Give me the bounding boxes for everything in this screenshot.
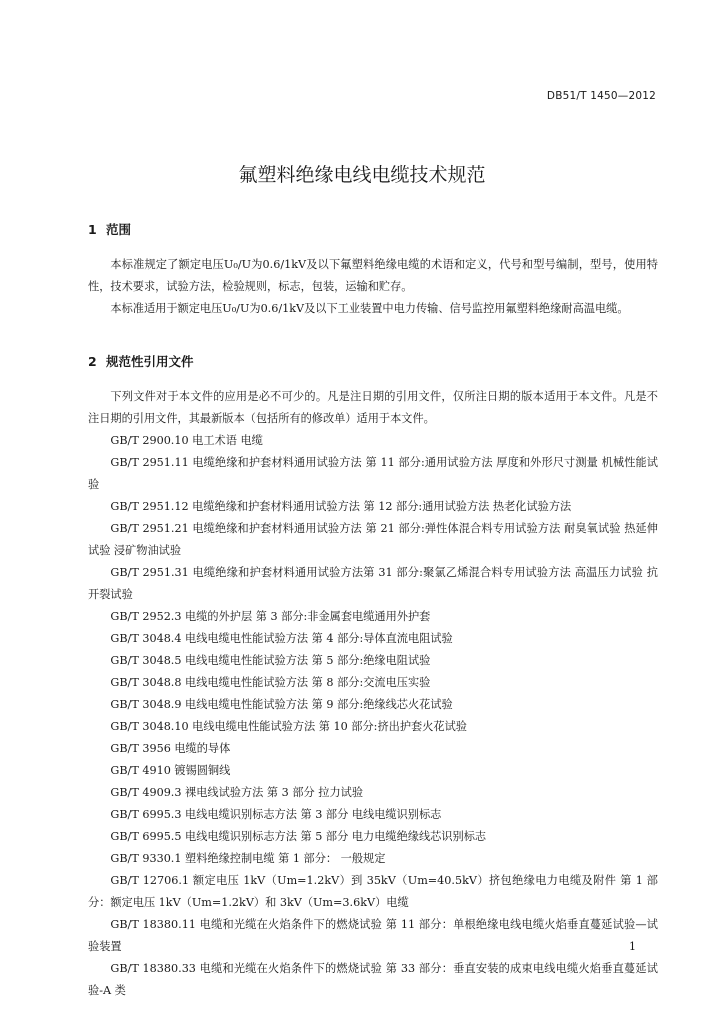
section-2-title: 规范性引用文件: [106, 354, 194, 369]
reference-item: GB/T 2952.3 电缆的外护层 第 3 部分:非金属套电缆通用外护套: [110, 610, 431, 623]
page-number: 1: [629, 940, 636, 953]
reference-item: GB/T 4910 镀锡圆铜线: [110, 764, 231, 777]
section-1-heading: [88, 220, 131, 238]
reference-item: GB/T 18380.33 电缆和光缆在火焰条件下的燃烧试验 第 33 部分：垂直安装的成束电线电缆火焰垂直蔓延试验-A 类: [88, 962, 658, 997]
document-title: 氟塑料绝缘电线电缆技术规范: [238, 164, 486, 186]
reference-item: GB/T 3048.8 电线电缆电性能试验方法 第 8 部分:交流电压实验: [110, 676, 431, 689]
reference-item: GB/T 4909.3 裸电线试验方法 第 3 部分 拉力试验: [110, 786, 364, 799]
reference-item: GB/T 2951.31 电缆绝缘和护套材料通用试验方法第 31 部分:聚氯乙烯混合料专用试验方法 高温压力试验 抗开裂试验: [88, 566, 658, 601]
reference-item: GB/T 2900.10 电工术语 电缆: [110, 434, 263, 447]
reference-item: GB/T 2951.11 电缆绝缘和护套材料通用试验方法 第 11 部分:通用试验方法 厚度和外形尺寸测量 机械性能试验: [88, 456, 658, 491]
reference-item: GB/T 3048.9 电线电缆电性能试验方法 第 9 部分:绝缘线芯火花试验: [110, 698, 453, 711]
reference-item: GB/T 3956 电缆的导体: [110, 742, 231, 755]
section-1-number: 1: [88, 222, 97, 237]
reference-item: GB/T 9330.1 塑料绝缘控制电缆 第 1 部分： 一般规定: [110, 852, 386, 865]
reference-item: GB/T 3048.4 电线电缆电性能试验方法 第 4 部分:导体直流电阻试验: [110, 632, 453, 645]
reference-item: GB/T 18380.11 电缆和光缆在火焰条件下的燃烧试验 第 11 部分：单根绝缘电线电缆火焰垂直蔓延试验—试验装置: [88, 918, 658, 953]
reference-item: GB/T 3048.10 电线电缆电性能试验方法 第 10 部分:挤出护套火花试验: [110, 720, 467, 733]
section-2-number: 2: [88, 354, 97, 369]
section-2-body: [88, 386, 658, 1002]
reference-item: GB/T 2951.21 电缆绝缘和护套材料通用试验方法 第 21 部分:弹性体混合料专用试验方法 耐臭氧试验 热延伸试验 浸矿物油试验: [88, 522, 658, 557]
section-1-body: [88, 254, 658, 320]
reference-list: [88, 430, 658, 1002]
section-1-title: 范围: [106, 222, 132, 237]
section-2-heading: [88, 352, 194, 370]
standard-number: DB51/T 1450—2012: [546, 90, 656, 102]
scope-paragraph-2: 本标准适用于额定电压U₀/U为0.6/1kV及以下工业装置中电力传输、信号监控用氟塑料绝缘耐高温电缆。: [110, 302, 629, 315]
reference-item: GB/T 6995.5 电线电缆识别标志方法 第 5 部分 电力电缆绝缘线芯识别标志: [110, 830, 487, 843]
reference-item: GB/T 3048.5 电线电缆电性能试验方法 第 5 部分:绝缘电阻试验: [110, 654, 431, 667]
references-intro: 下列文件对于本文件的应用是必不可少的。凡是注日期的引用文件，仅所注日期的版本适用于本文件。凡是不注日期的引用文件，其最新版本（包括所有的修改单）适用于本文件。: [88, 390, 658, 425]
scope-paragraph-1: 本标准规定了额定电压U₀/U为0.6/1kV及以下氟塑料绝缘电缆的术语和定义，代号和型号编制，型号，使用特性，技术要求，试验方法，检验规则，标志，包装，运输和贮存。: [88, 258, 658, 293]
reference-item: GB/T 6995.3 电线电缆识别标志方法 第 3 部分 电线电缆识别标志: [110, 808, 442, 821]
reference-item: GB/T 2951.12 电缆绝缘和护套材料通用试验方法 第 12 部分:通用试验方法 热老化试验方法: [110, 500, 572, 513]
reference-item: GB/T 12706.1 额定电压 1kV（Um=1.2kV）到 35kV（Um=40.5kV）挤包绝缘电力电缆及附件 第 1 部分：额定电压 1kV（Um=1.2kV）和 3kV（Um=3.6kV）电缆: [88, 874, 658, 909]
